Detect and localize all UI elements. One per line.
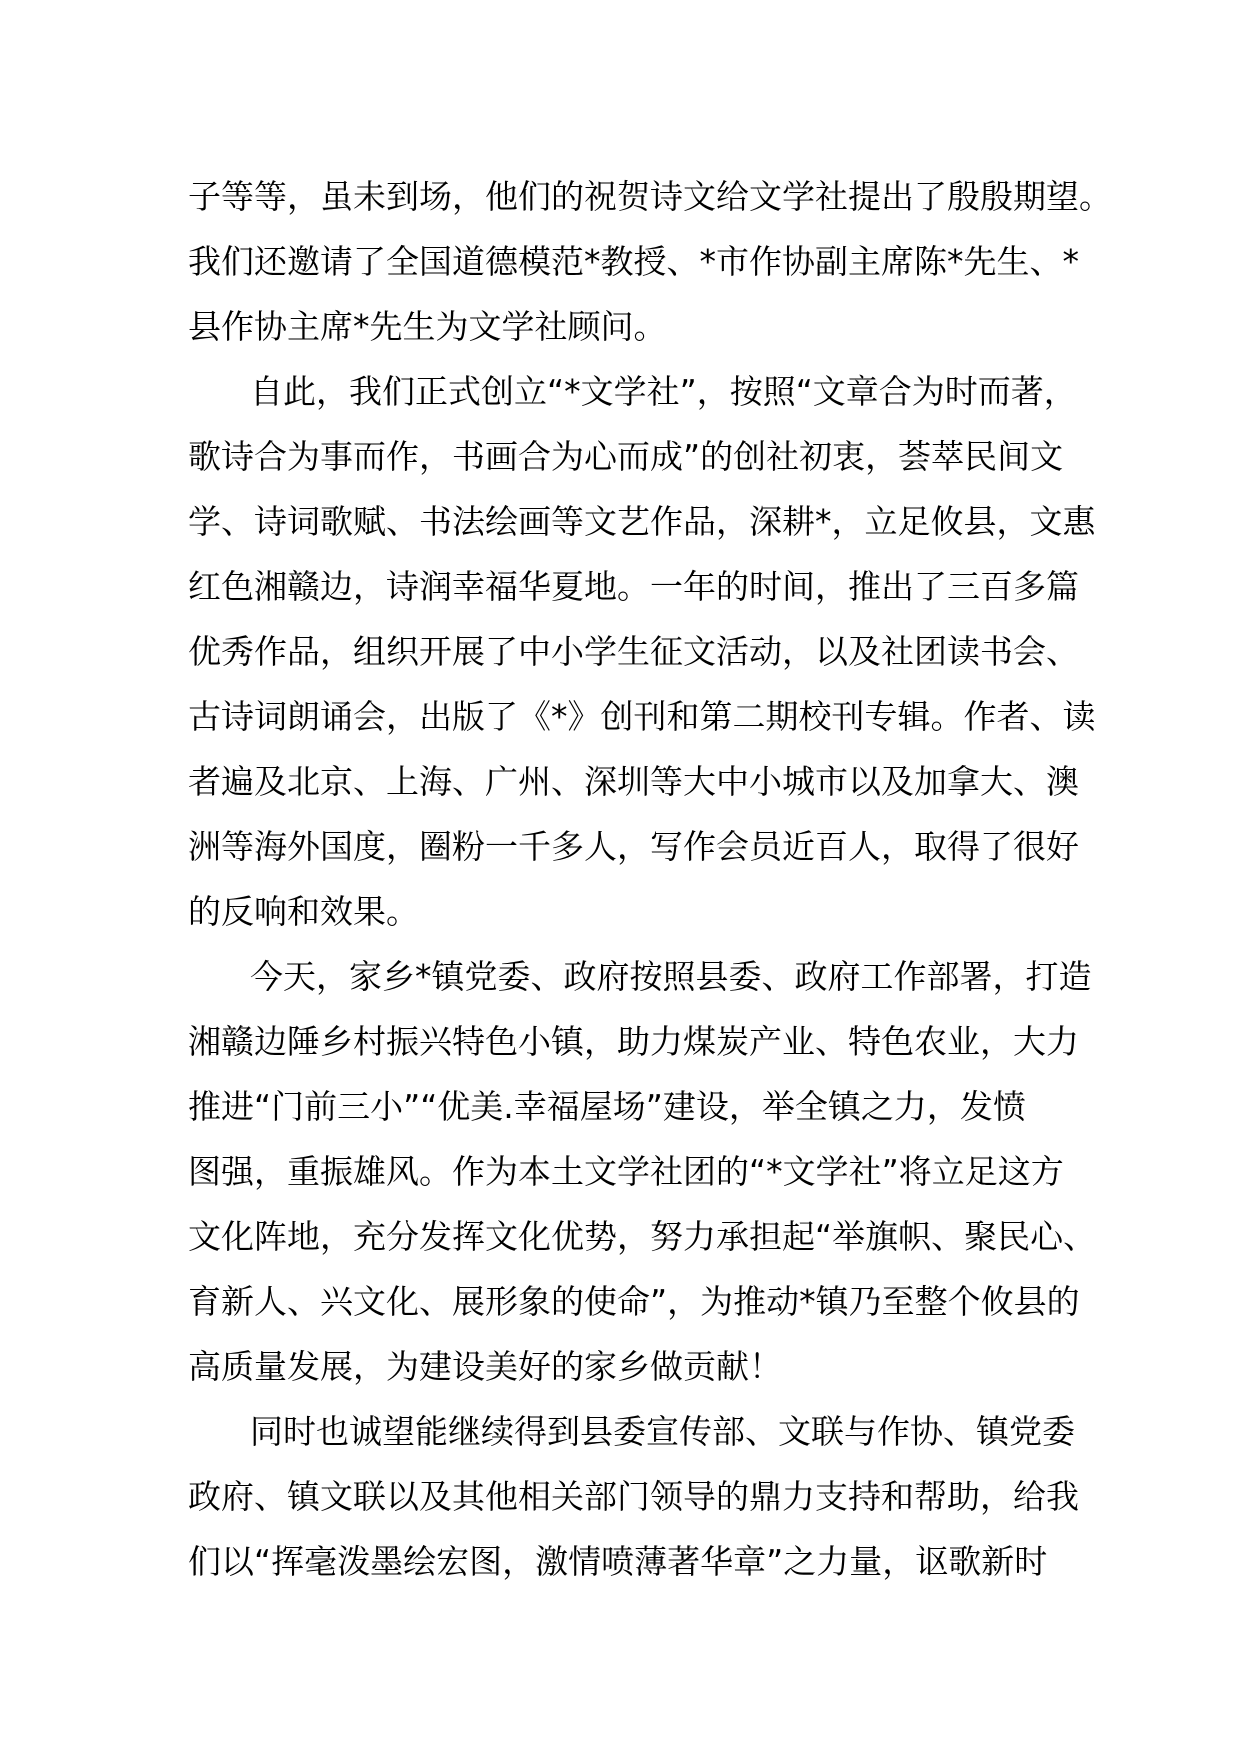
text-line: 的反响和效果。: [188, 892, 419, 931]
text-line: 古诗词朗诵会，出版了《*》创刊和第二期校刊专辑。作者、读: [188, 697, 1096, 736]
text-line: 们以“挥毫泼墨绘宏图，激情喷薄著华章”之力量，讴歌新时: [188, 1542, 1048, 1581]
text-line: 高质量发展，为建设美好的家乡做贡献！: [188, 1347, 782, 1386]
text-line: 县作协主席*先生为文学社顾问。: [188, 307, 667, 346]
text-line: 者遍及北京、上海、广州、深圳等大中小城市以及加拿大、澳: [188, 762, 1079, 801]
text-line: 子等等，虽未到场，他们的祝贺诗文给文学社提出了殷殷期望。: [188, 177, 1112, 216]
text-line: 湘赣边陲乡村振兴特色小镇，助力煤炭产业、特色农业，大力: [188, 1022, 1079, 1061]
paragraph-first-line: 自此，我们正式创立“*文学社”，按照“文章合为时而著，: [250, 372, 1077, 411]
text-line: 育新人、兴文化、展形象的使命”，为推动*镇乃至整个攸县的: [188, 1282, 1080, 1321]
paragraph-first-line: 同时也诚望能继续得到县委宣传部、文联与作协、镇党委: [250, 1412, 1075, 1451]
text-line: 图强，重振雄风。作为本土文学社团的“*文学社”将立足这方: [188, 1152, 1064, 1191]
text-line: 红色湘赣边，诗润幸福华夏地。一年的时间，推出了三百多篇: [188, 567, 1079, 606]
text-line: 歌诗合为事而作，书画合为心而成”的创社初衷，荟萃民间文: [188, 437, 1064, 476]
text-line: 优秀作品，组织开展了中小学生征文活动，以及社团读书会、: [188, 632, 1079, 671]
text-line: 洲等海外国度，圈粉一千多人，写作会员近百人，取得了很好: [188, 827, 1079, 866]
text-line: 我们还邀请了全国道德模范*教授、*市作协副主席陈*先生、*: [188, 242, 1079, 281]
text-line: 文化阵地，充分发挥文化优势，努力承担起“举旗帜、聚民心、: [188, 1217, 1097, 1256]
paragraph-first-line: 今天，家乡*镇党委、政府按照县委、政府工作部署，打造: [250, 957, 1092, 996]
text-line: 推进“门前三小”“优美.幸福屋场”建设，举全镇之力，发愤: [188, 1087, 1026, 1126]
document-body: [188, 164, 1112, 1594]
text-line: 政府、镇文联以及其他相关部门领导的鼎力支持和帮助，给我: [188, 1477, 1079, 1516]
text-line: 学、诗词歌赋、书法绘画等文艺作品，深耕*，立足攸县，文惠: [188, 502, 1096, 541]
